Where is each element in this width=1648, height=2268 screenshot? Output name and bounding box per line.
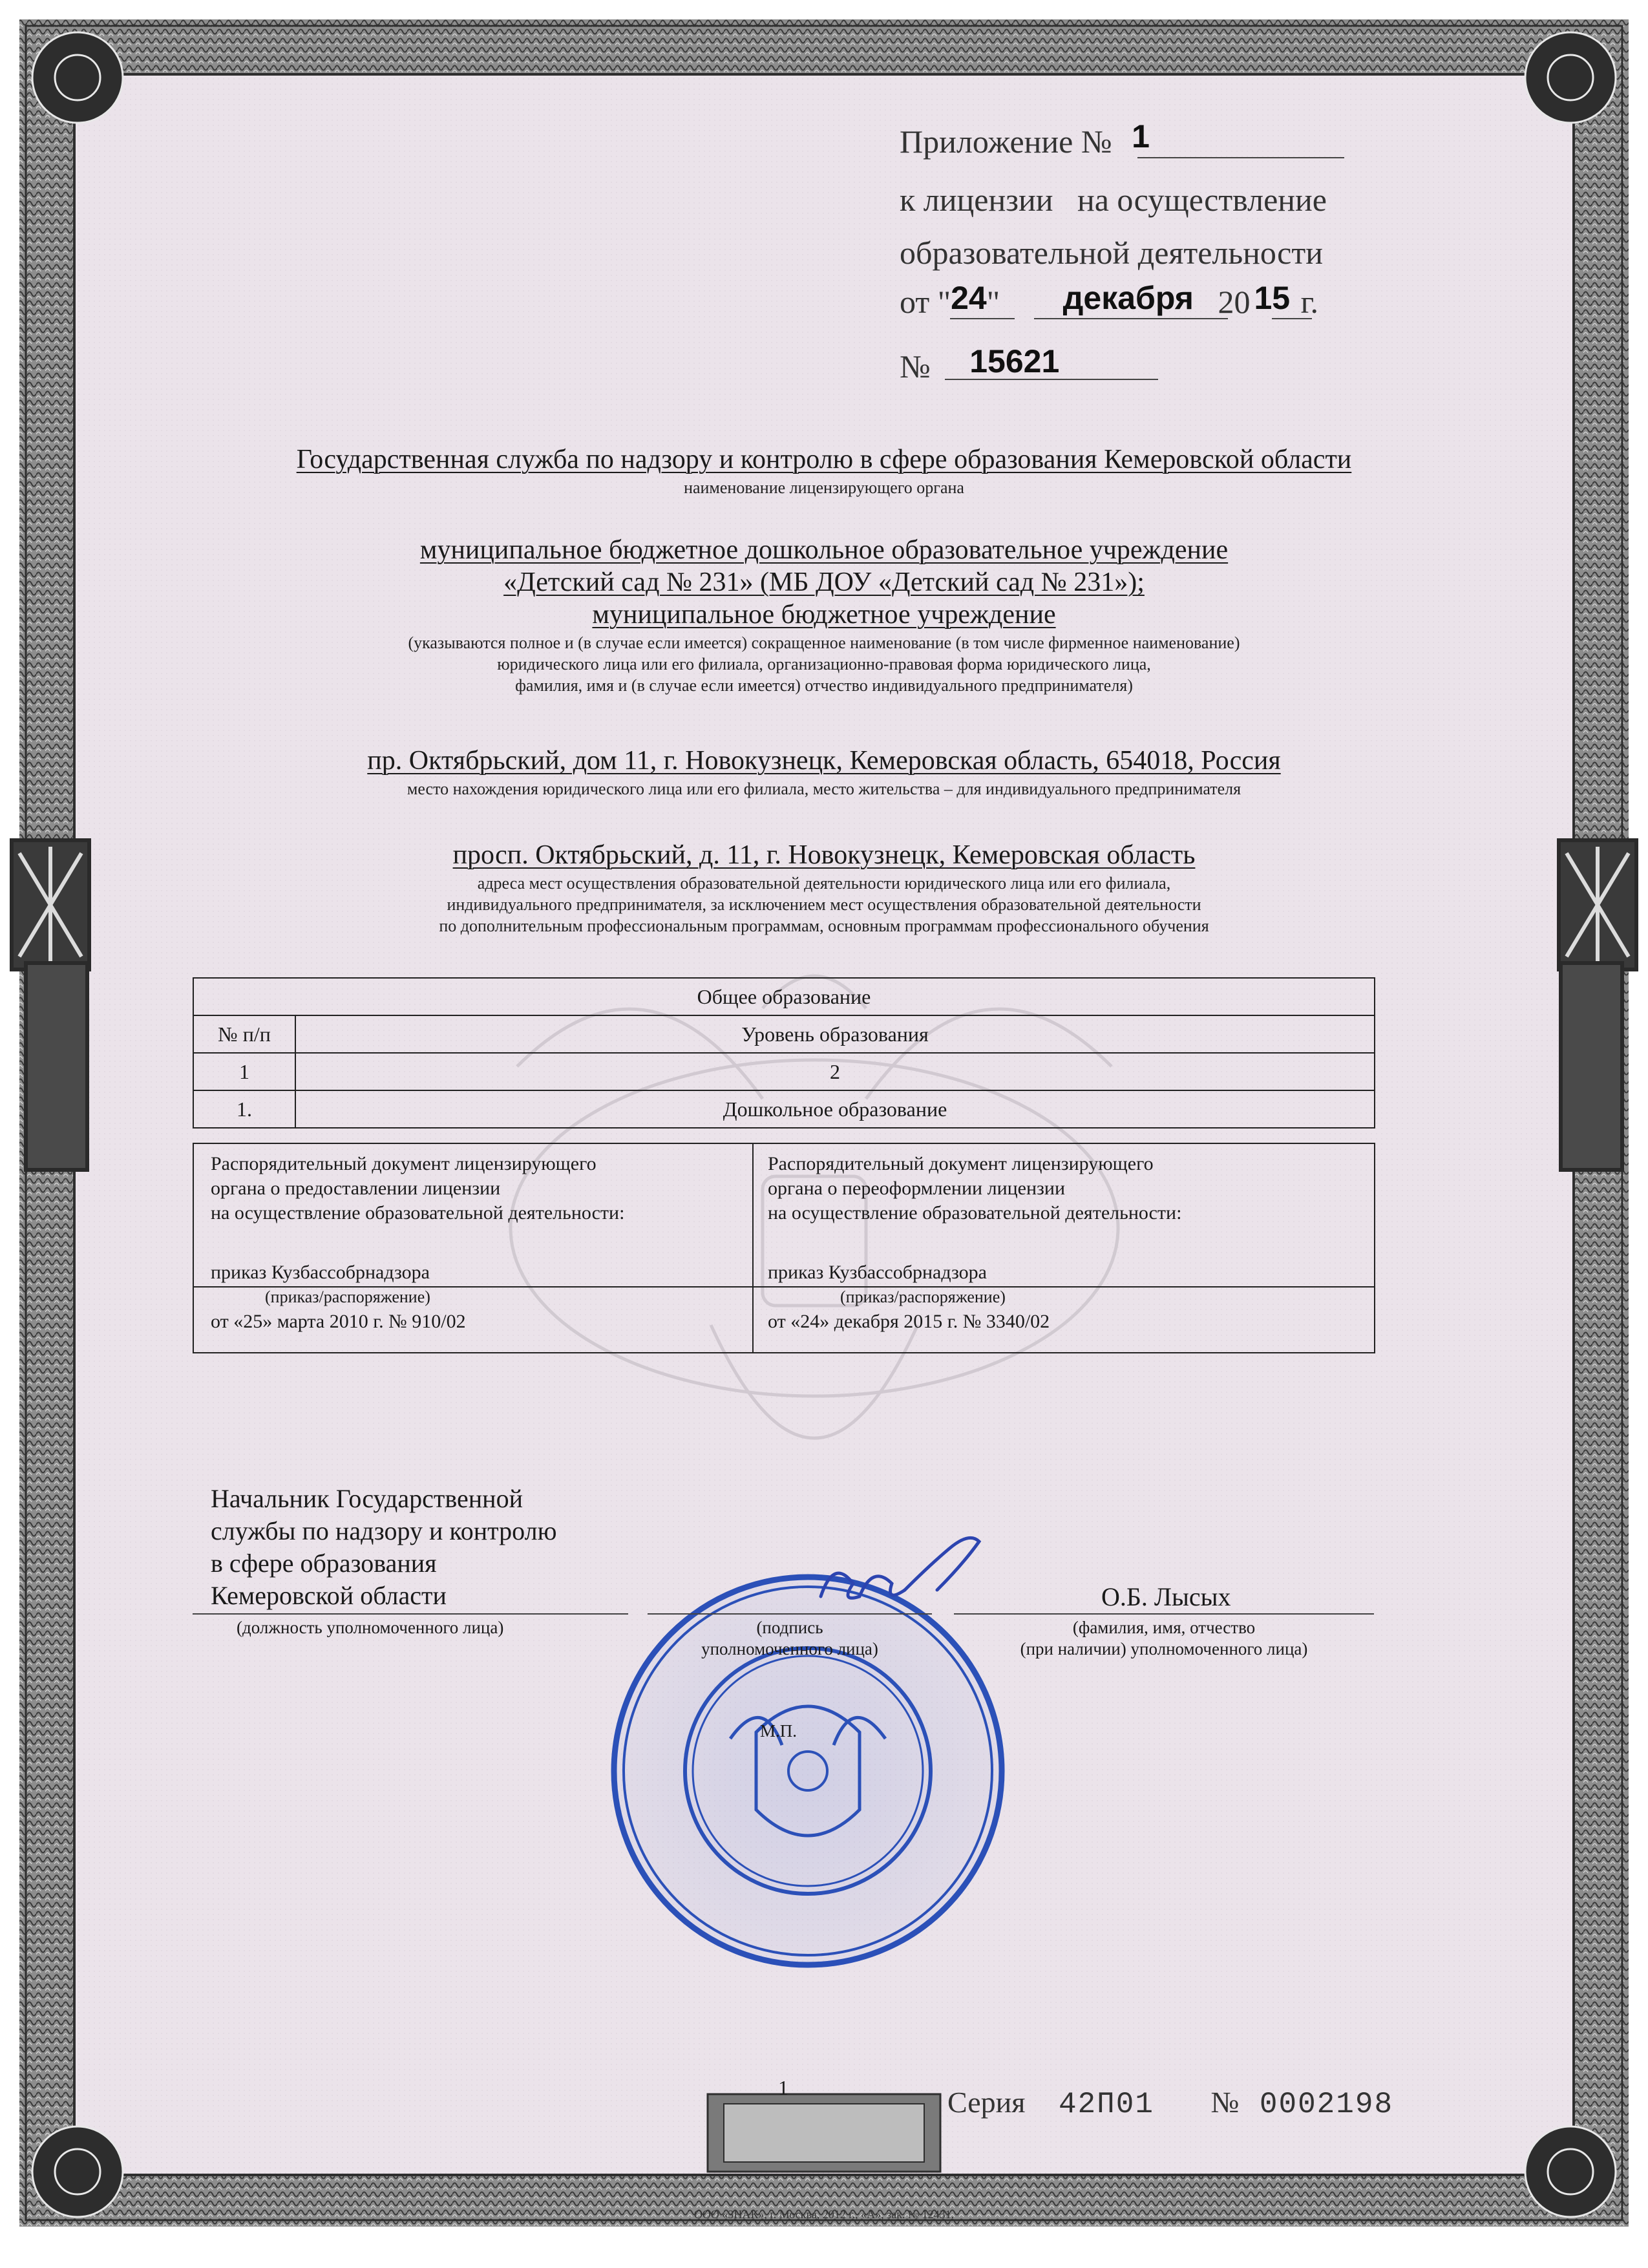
- licensing-authority-name: Государственная служба по надзору и контролю в сфере образования Кемеровской области: [296, 445, 1352, 474]
- number-label: №: [900, 348, 931, 385]
- order-right-caption: (приказ/распоряжение): [840, 1288, 1006, 1306]
- signer-position-line4: Кемеровской области: [211, 1581, 447, 1610]
- order-left-date: от «25» марта 2010 г. № 910/02: [211, 1311, 466, 1332]
- signer-name-caption-2: (при наличии) уполномоченного лица): [1020, 1639, 1308, 1659]
- order-right-line3: на осуществление образовательной деятельности:: [768, 1202, 1182, 1224]
- activity-address-caption-2: индивидуального предпринимателя, за исключением мест осуществления образовательной деятельности: [447, 895, 1201, 914]
- order-right-issuer: приказ Кузбассобрнадзора: [768, 1262, 987, 1283]
- signer-name-caption-1: (фамилия, имя, отчество: [1072, 1618, 1256, 1637]
- license-date: [900, 280, 1318, 321]
- printer-footer: ООО «ЗНАК», г. Москва, 2012 г., «А», зак. № 12431.: [693, 2208, 955, 2221]
- licensee-name-line3: муниципальное бюджетное учреждение: [592, 600, 1056, 630]
- signer-position-line2: службы по надзору и контролю: [211, 1516, 557, 1545]
- order-left-line2: органа о предоставлении лицензии: [211, 1178, 501, 1199]
- date-century: 20: [1218, 284, 1251, 320]
- orders-left-column: [194, 1144, 754, 1352]
- table-col-index-2: 2: [295, 1053, 1375, 1090]
- activity-address: просп. Октябрьский, д. 11, г. Новокузнецк, Кемеровская область: [452, 840, 1196, 870]
- signer-name: О.Б. Лысых: [1101, 1582, 1231, 1611]
- order-left-issuer: приказ Кузбассобрнадзора: [211, 1262, 430, 1283]
- date-year: 15: [1254, 280, 1291, 316]
- series-label: Серия: [947, 2086, 1026, 2119]
- legal-address: пр. Октябрьский, дом 11, г. Новокузнецк, Кемеровская область, 654018, Россия: [367, 746, 1281, 776]
- appendix-label: Приложение №: [900, 123, 1112, 160]
- licensee-caption-2: юридического лица или его филиала, организационно-правовая форма юридического лица,: [497, 655, 1151, 673]
- date-month: декабря: [1062, 280, 1194, 316]
- table-col-index-1: 1: [193, 1053, 295, 1090]
- table-title: Общее образование: [193, 978, 1375, 1015]
- stamp-place-label: М.П.: [760, 1721, 798, 1741]
- activity-address-caption-3: по дополнительным профессиональным программам, основным программам профессионального обучения: [439, 917, 1209, 935]
- signer-position-caption: (должность уполномоченного лица): [237, 1618, 504, 1637]
- order-left-line3: на осуществление образовательной деятельности:: [211, 1202, 625, 1224]
- date-day: 24: [951, 280, 987, 316]
- order-right-line1: Распорядительный документ лицензирующего: [768, 1153, 1154, 1174]
- order-left-line1: Распорядительный документ лицензирующего: [211, 1153, 597, 1174]
- date-g: г.: [1300, 284, 1318, 320]
- signature-caption-2: уполномоченного лица): [701, 1639, 878, 1659]
- appendix-number: 1: [1132, 118, 1150, 154]
- appendix-underline: [1137, 157, 1344, 158]
- table-row: [193, 1090, 1375, 1128]
- signer-position-line1: Начальник Государственной: [211, 1484, 523, 1513]
- legal-address-caption: место нахождения юридического лица или его филиала, место жительства – для индивидуального предпринимателя: [407, 779, 1241, 798]
- number-value: 15621: [969, 343, 1060, 379]
- education-level-table: [193, 977, 1375, 1129]
- row-level: Дошкольное образование: [295, 1090, 1375, 1128]
- series-number-value: 0002198: [1259, 2088, 1394, 2121]
- licensee-name-line2: «Детский сад № 231» (МБ ДОУ «Детский сад № 231»);: [503, 567, 1145, 597]
- activity-address-caption-1: адреса мест осуществления образовательной деятельности юридического лица или его филиала,: [477, 874, 1171, 893]
- table-header-number: № п/п: [193, 1015, 295, 1053]
- activity-line: образовательной деятельности: [900, 235, 1323, 271]
- signature-caption-1: (подпись: [756, 1618, 823, 1637]
- series-number-label: №: [1210, 2086, 1240, 2119]
- date-from: от ": [900, 284, 951, 320]
- order-left-caption: (приказ/распоряжение): [265, 1288, 430, 1306]
- table-header-level: Уровень образования: [295, 1015, 1375, 1053]
- date-quote: ": [986, 284, 1000, 320]
- license-line: к лицензии на осуществление: [900, 182, 1327, 218]
- licensee-caption-3: фамилия, имя и (в случае если имеется) отчество индивидуального предпринимателя): [515, 676, 1133, 695]
- order-right-date: от «24» декабря 2015 г. № 3340/02: [768, 1311, 1050, 1332]
- orders-box: [193, 1143, 1375, 1353]
- orders-right-column: [752, 1144, 1374, 1352]
- row-number: 1.: [193, 1090, 295, 1128]
- page-number: 1: [778, 2076, 788, 2099]
- signer-position-line3: в сфере образования: [211, 1549, 437, 1578]
- series-value: 42П01: [1058, 2088, 1154, 2121]
- licensee-caption-1: (указываются полное и (в случае если имеется) сокращенное наименование (в том числе фирменное наименование): [408, 633, 1240, 652]
- order-right-line2: органа о переоформлении лицензии: [768, 1178, 1066, 1199]
- licensee-name-line1: муниципальное бюджетное дошкольное образовательное учреждение: [419, 535, 1229, 565]
- licensing-authority-caption: наименование лицензирующего органа: [684, 478, 964, 497]
